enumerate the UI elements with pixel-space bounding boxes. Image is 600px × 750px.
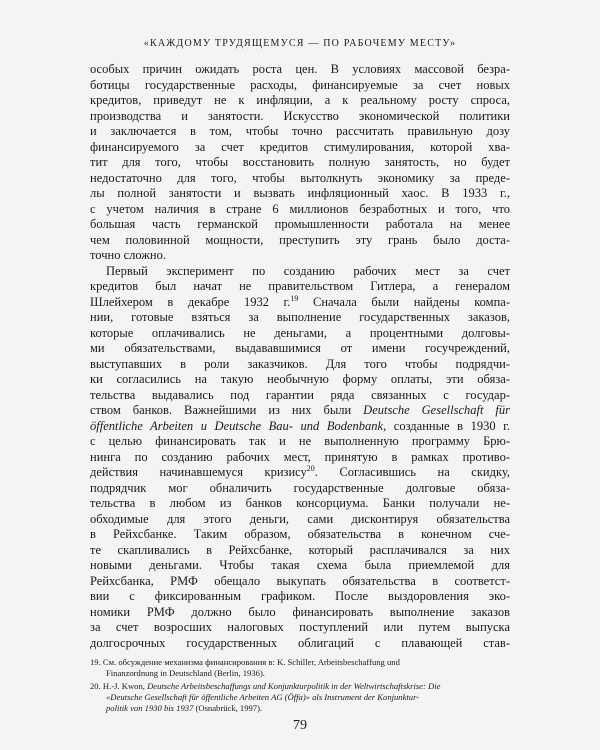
footnote-line: Finanzordnung in Deutschland (Berlin, 1936). (106, 668, 265, 678)
text-line: которые оплачивались не деньгами, а процентными долговы- (90, 325, 510, 340)
text-line: нинга по созданию рабочих мест, принятую в рамках противо- (90, 449, 510, 464)
text-line: ми обязательствами, выдававшимися от имени госучреждений, (90, 341, 510, 355)
page-number: 79 (293, 718, 307, 733)
text-run: действия начинавшемуся кризису (90, 465, 307, 479)
paragraph-2 (90, 264, 510, 652)
text-run: Сначала были найдены компа- (298, 294, 510, 309)
text-line: недостаточно для того, чтобы вытолкнуть экономику за преде- (90, 170, 510, 185)
text-line: вии с фиксированным графиком. После выздоровления эко- (90, 589, 510, 603)
text-line: в Рейхсбанке. Таким образом, обязательства в конечном сче- (90, 527, 510, 541)
italic-run: Deutsche Gesellschaft für (363, 403, 510, 417)
running-header: «КАЖДОМУ ТРУДЯЩЕМУСЯ — ПО РАБОЧЕМУ МЕСТУ» (143, 38, 457, 49)
italic-run: politik von 1930 bis 1937 (106, 703, 194, 713)
text-line: большая часть германской промышленности работала на менее (90, 217, 510, 231)
text-line: за счет возросших налоговых поступлений или путем выпуска (90, 620, 510, 634)
text-line: долгосрочных государственных облигаций с плавающей став- (90, 635, 510, 650)
text-line: обходимые для этого деньги, сами дисконтируя обязательства (90, 511, 510, 526)
text-line: с целью финансировать так и не выполненную программу Брю- (90, 434, 510, 448)
text-line: выступавших в роли заказчиков. Для того чтобы подрядчи- (90, 356, 510, 371)
text-line: Первый эксперимент по созданию рабочих мест за счет (106, 263, 510, 278)
text-line: ки согласились на такую необычную форму оплаты, эти обяза- (90, 372, 510, 386)
footnote-line: 19. См. обсуждение механизма финансирования в: K. Schiller, Arbeitsbeschaffung und (90, 657, 400, 667)
footnote-19 (90, 657, 510, 679)
text-line (90, 295, 510, 311)
text-line: подрядчик мог обналичить государственные долговые обяза- (90, 480, 510, 495)
text-line: и заключается в том, чтобы точно рассчитать правильную дозу (90, 124, 510, 138)
paragraph-1 (90, 62, 510, 264)
text-line: тит для того, чтобы восстановить полную занятость, но будет (90, 155, 510, 169)
italic-run: Deutsche Arbeitsbeschaffungs und Konjunkturpolitik in der Weltwirtschaftskrise: Die (147, 681, 441, 691)
text-line (90, 403, 510, 419)
text-line: точно сложно. (90, 248, 167, 262)
text-line: особых причин ожидать роста цен. В условиях массовой безра- (90, 62, 510, 76)
text-line: лы полной занятости и вызвать инфляционный хаос. В 1933 г., (90, 186, 510, 200)
text-line: номики РМФ должно было финансировать выполнение заказов (90, 604, 510, 619)
text-run: 20. H.-J. Kwon, (90, 681, 148, 691)
footnote-line (90, 692, 510, 703)
text-line: Рейхсбанка, РМФ обещало выкупать обязательства в соответст- (90, 573, 510, 588)
text-line: тельства в любом из банков консорциума. Банки получали не- (90, 496, 510, 510)
text-line: тельства выдавались под гарантии ряда связанных с государ- (90, 387, 510, 402)
footnote-line (90, 681, 510, 692)
text-line: ботицы государственные расходы, финансируемые за счет новых (90, 77, 510, 92)
text-line: кредитов, приведут не к инфляции, а к реальному росту спроса, (90, 93, 510, 107)
text-line: кредитов был начат не правительством Гитлера, а генералом (90, 279, 510, 293)
italic-run: «Deutsche Gesellschaft für öffentliche Arbeiten AG (Öffa)» als Instrument der Konjunktur- (106, 692, 420, 702)
text-line (90, 465, 510, 481)
text-line: с учетом наличия в стране 6 миллионов безработных и того, что (90, 201, 510, 216)
text-line: новыми деньгами. Чтобы такая схема была приемлемой для (90, 558, 510, 572)
text-line: финансируемого за счет кредитов стимулирования, которой хва- (90, 139, 510, 154)
footnote-20 (90, 681, 510, 714)
text-run: Шлейхером в декабре 1932 г. (90, 294, 291, 309)
text-line (90, 419, 510, 435)
footnote-line (90, 703, 510, 714)
footnote-ref-19[interactable]: 19 (290, 294, 299, 303)
text-line: нии, готовые взяться за выполнение государственных заказов, (90, 310, 510, 324)
text-run: . Согласившись на скидку, (314, 465, 510, 479)
text-run: ством банков. Важнейшими из них были (90, 403, 364, 417)
text-line: те скапливались в Рейхсбанке, который расплачивался за них (90, 542, 510, 557)
footnotes (90, 657, 510, 716)
text-line: производства и занятости. Искусство экономической политики (90, 108, 510, 123)
text-run: (Osnabrück, 1997). (193, 703, 263, 713)
footnote-ref-20[interactable]: 20 (306, 465, 315, 473)
text-line: чем половинной мощности, преступить эту грань было доста- (90, 232, 510, 247)
italic-run: öffentliche Arbeiten и Deutsche Bau- und Bodenbank (90, 418, 384, 433)
text-run: , созданные в 1930 г. (383, 418, 510, 433)
body-text (90, 62, 510, 651)
